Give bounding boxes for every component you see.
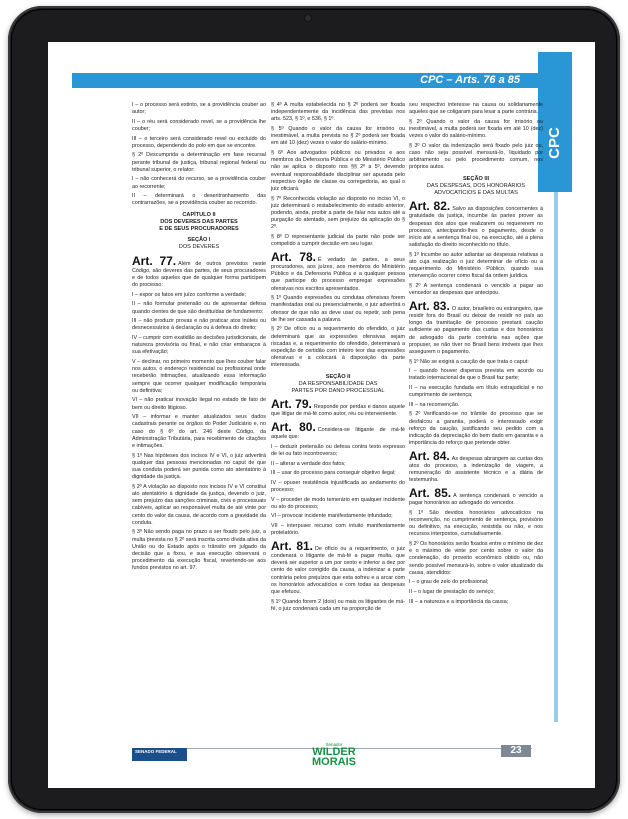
article-number: Art. 83. (409, 298, 450, 313)
article-number: Art. 81. (271, 538, 313, 553)
article-number: Art. 84. (409, 448, 450, 463)
article-text: É vedado às partes, a seus procuradores, aos juízes, aos membros do Ministério Público e da Defensoria Pública e a qualquer pessoa que participe do processo empregar expressões ofensivas nos escritos apresentados. (271, 256, 405, 292)
article-number: Art. 78. (271, 249, 317, 264)
article (409, 450, 543, 485)
paragraph: § 1º Incumbe ao autor adiantar as despesas relativas a ato cuja realização o juiz determinar de ofício ou a requerimento do Ministério Público, quando sua intervenção ocorrer como fiscal da ordem jurídica. (409, 251, 543, 280)
paragraph: § 2º De ofício ou a requerimento do ofendido, o juiz determinará que as expressões ofensivas sejam riscadas e, a requerimento do ofendido, determinará a expedição de certidão com inteiro teor das expressões ofensivas e a colocará à disposição da parte interessada. (271, 326, 405, 369)
article-text: Salvo as disposições concernentes à gratuidade da justiça, incumbe às partes prover as despesas dos atos que realizarem ou requererem no processo, antecipando-lhes o pagamento, desde o início até a sentença final ou, na execução, até a plena satisfação do direito reconhecido no título. (409, 206, 543, 249)
side-tab-label: CPC (546, 127, 563, 159)
article-text: Além de outros previstos neste Código, são deveres das partes, de seus procuradores e de todos aqueles que de qualquer forma participem do processo: (132, 260, 266, 289)
item: V – proceder de modo temerário em qualquer incidente ou ato do processo; (271, 496, 405, 510)
article (271, 398, 405, 418)
paragraph: § 1º São devidos honorários advocatícios na reconvenção, no cumprimento de sentença, provisório ou definitivo, na execução, resistida ou não, e nos recursos interpostos, cumulativamente. (409, 509, 543, 538)
paragraph: § 2º Descumprida a determinação em fase recursal perante tribunal de justiça, tribunal regional federal ou tribunal superior, o relator: (132, 152, 266, 173)
item: III – a natureza e a importância da causa; (409, 598, 509, 605)
tablet-frame (8, 6, 620, 813)
section-number: SEÇÃO I (187, 237, 211, 244)
paragraph: § 6º Aos advogados públicos ou privados e aos membros da Defensoria Pública e do Ministério Público não se aplica o disposto nos §§ 2º a 5º, devendo eventual responsabilidade disciplinar ser apurada pelo respectivo órgão de classe ou corregedoria, ao qual o juiz oficiará. (271, 150, 405, 193)
paragraph: I – não conhecerá do recurso, se a providência couber ao recorrente; (132, 176, 266, 190)
article-text: A sentença condenará o vencido a pagar honorários ao advogado do vencedor. (409, 493, 543, 507)
item: VII – informar e manter atualizados seus dados cadastrais perante os órgãos do Poder Judiciário e, no caso do § 6º do art. 246 deste Código, da Administração Tributária, para recebimento de citações e intimações. (132, 414, 266, 450)
paragraph: § 1º Quando forem 2 (dois) ou mais os litigantes de má-fé, o juiz condenará cada um na proporção de (271, 598, 405, 612)
item: III – usar do processo para conseguir objetivo ilegal; (271, 470, 396, 477)
paragraph: § 3º O valor da indenização será fixado pelo juiz ou, caso não seja possível mensurá-lo, liquidado por arbitramento ou pelo procedimento comum, nos próprios autos. (409, 142, 543, 171)
paragraph: II – o réu será considerado revel, se a providência lhe couber; (132, 118, 266, 132)
paragraph: I – o processo será extinto, se a providência couber ao autor; (132, 102, 266, 116)
item: II – o lugar de prestação do serviço; (409, 589, 495, 596)
paragraph: seu respectivo interesse na causa ou solidariamente aqueles que se coligaram para lesar a parte contrária. (409, 102, 543, 116)
article-number: Art. 79. (271, 397, 312, 412)
item: II – alterar a verdade dos fatos; (271, 460, 346, 467)
page-title: CPC – Arts. 76 a 85 (420, 74, 520, 86)
article-text: Responde por perdas e danos aquele que litigar de má-fé como autor, réu ou interveniente. (271, 404, 405, 418)
article-number: Art. 80. (271, 420, 316, 435)
paragraph: § 5º Quando o valor da causa for irrisório ou inestimável, a multa prevista no § 2º poderá ser fixada em até 10 (dez) vezes o valor do salário-mínimo. (271, 126, 405, 147)
item: III – na reconvenção. (409, 401, 460, 408)
section-title-line: PARTES POR DANO PROCESSUAL (291, 388, 385, 395)
item: VI – provocar incidente manifestamente infundado; (271, 513, 393, 520)
logo-big-text: WILDER MORAIS (312, 746, 356, 768)
section-heading (271, 374, 405, 396)
paragraph: § 2º Verificando-se no trâmite do processo que se desfalcou a garantia, poderá o interessado exigir reforço da caução, justificando seu pedido com a indicação da depreciação do bem dado em garantia e a importância do reforço que pretende obter. (409, 411, 543, 447)
page-number: 23 (501, 745, 531, 757)
article (132, 255, 266, 290)
section-heading (132, 237, 266, 251)
article (271, 251, 405, 293)
item: V – declinar, no primeiro momento que lhes couber falar nos autos, o endereço residencial ou profissional onde receberão intimações, atualizando essa informação sempre que ocorrer qualquer modificação temporária ou definitiva; (132, 359, 266, 394)
article-number: Art. 85. (409, 486, 452, 501)
article-text: O autor, brasileiro ou estrangeiro, que residir fora do Brasil ou deixar de residir no país ao longo da tramitação de processo prestará caução suficiente ao pagamento das custas e dos honorários de advogado da parte contrária nas ações que propuser, se não tiver no Brasil bens imóveis que lhes assegurem o pagamento. (409, 305, 543, 356)
camera-dot (304, 14, 312, 22)
section-heading (409, 176, 543, 198)
paragraph: § 4º A multa estabelecida no § 2º poderá ser fixada independentemente da incidência das previstas nos arts. 523, § 1º, e 536, § 1º. (271, 102, 405, 123)
article (409, 200, 543, 249)
item: I – deduzir pretensão ou defesa contra texto expresso de lei ou fato incontroverso; (271, 443, 405, 458)
article (409, 487, 543, 507)
paragraph: § 3º Não sendo paga no prazo a ser fixado pelo juiz, a multa prevista no § 2º será inscrita como dívida ativa da União ou do Estado após o trânsito em julgado da decisão que a fixou, e sua execução observará o procedimento da execução fiscal, revertendo-se aos fundos previstos no art. 97. (132, 529, 266, 572)
item: II – não formular pretensão ou de apresentar defesa quando cientes de que são destituídas de fundamento; (132, 301, 266, 315)
chapter-number: CAPÍTULO II (182, 211, 216, 218)
side-stripe (554, 192, 558, 722)
article-text: De ofício ou a requerimento, o juiz condenará o litigante de má-fé a pagar multa, que deverá ser superior a um por cento e inferior a dez por cento do valor corrigido da causa, a indenizar a parte contrária pelos prejuízos que esta sofreu e a arcar com os honorários advocatícios e com todas as despesas que efetuou. (271, 545, 405, 596)
item: II – na execução fundada em título extrajudicial e no cumprimento de sentença; (409, 385, 543, 399)
section-number: SEÇÃO II (325, 373, 351, 380)
logo-small-text: Senador (325, 742, 343, 747)
article-text: Considera-se litigante de má-fé aquele que: (271, 427, 405, 441)
wilder-morais-logo (303, 742, 365, 767)
paragraph: § 1º Nas hipóteses dos incisos IV e VI, o juiz advertirá qualquer das pessoas mencionadas no caput de que sua conduta poderá ser punida como ato atentatório à dignidade da justiça. (132, 452, 266, 481)
section-number: SEÇÃO III (462, 175, 490, 182)
paragraph: § 2º A sentença condenará o vencido a pagar ao vencedor as despesas que antecipou. (409, 283, 543, 297)
paragraph: § 2º Os honorários serão fixados entre o mínimo de dez e o máximo de vinte por cento sobre o valor da condenação, do proveito econômico obtido ou, não sendo possível mensurá-lo, sobre o valor atualizado da causa, atendidos: (409, 541, 543, 576)
paragraph: § 8º O representante judicial da parte não pode ser compelido a cumprir decisão em seu lugar. (271, 234, 405, 248)
item: VII – interpuser recurso com intuito manifestamente protelatório. (271, 523, 405, 537)
article (271, 540, 405, 596)
article-text: As despesas abrangem as custas dos atos do processo, a indenização de viagem, a remuneração do assistente técnico e a diária de testemunha. (409, 455, 543, 484)
text-column-2 (271, 102, 405, 742)
section-title: DOS DEVERES (178, 244, 220, 251)
text-column-1 (132, 102, 266, 742)
paragraph: § 1º Quando expressões ou condutas ofensivas forem manifestadas oral ou presencialmente, o juiz advertirá o ofensor de que não as deve usar ou repetir, sob pena de lhe ser cassada a palavra. (271, 295, 405, 323)
text-column-3 (409, 102, 543, 742)
section-title-line: DA RESPONSABILIDADE DAS (298, 380, 378, 387)
chapter-title-line: DOS DEVERES DAS PARTES (160, 218, 238, 225)
item: I – quando houver dispensa prevista em acordo ou tratado internacional de que o Brasil faz parte; (409, 368, 543, 382)
article (409, 300, 543, 356)
item: IV – cumprir com exatidão as decisões jurisdicionais, de natureza provisória ou final, e não criar embaraços à sua efetivação; (132, 335, 266, 356)
article-number: Art. 82. (409, 199, 451, 214)
paragraph: § 2º A violação ao disposto nos incisos IV e VI constitui ato atentatório à dignidade da justiça, devendo o juiz, sem prejuízo das sanções criminais, civis e processuais cabíveis, aplicar ao responsável multa de até vinte por cento do valor da causa, de acordo com a gravidade da conduta. (132, 483, 266, 526)
chapter-title-line: E DE SEUS PROCURADORES (159, 226, 239, 232)
article-number: Art. 77. (132, 253, 177, 268)
article (271, 421, 405, 441)
item: IV – opuser resistência injustificada ao andamento do processo; (271, 479, 405, 494)
item: I – o grau de zelo do profissional; (409, 579, 489, 586)
section-title-line: DAS DESPESAS, DOS HONORÁRIOS (426, 182, 526, 189)
item: I – expor os fatos em juízo conforme a verdade; (132, 291, 247, 298)
senado-logo: SENADO FEDERAL (132, 748, 187, 761)
paragraph: § 2º Quando o valor da causa for irrisório ou inestimável, a multa poderá ser fixada em até 10 (dez) vezes o valor do salário-mínimo. (409, 118, 543, 140)
paragraph: III – o terceiro será considerado revel ou excluído do processo, dependendo do polo em que se encontre. (132, 135, 266, 149)
paragraph: II – determinará o desentranhamento das contrarrazões, se a providência couber ao recorrido. (132, 193, 266, 207)
paragraph: § 1º Não se exigirá a caução de que trata o caput: (409, 358, 529, 365)
item: VI – não praticar inovação ilegal no estado de fato de bem ou direito litigioso. (132, 397, 266, 411)
paragraph: § 7º Reconhecida violação ao disposto no inciso VI, o juiz determinará o restabelecimento do estado anterior, podendo, ainda, proibir a parte de falar nos autos até a purgação do atentado, sem prejuízo da aplicação do § 2º. (271, 195, 405, 231)
chapter-heading (132, 212, 266, 234)
section-title-line: ADVOCATÍCIOS E DAS MULTAS (434, 190, 518, 197)
page-screen[interactable] (48, 42, 595, 788)
item: III – não produzir provas e não praticar atos inúteis ou desnecessários à declaração ou à defesa do direito; (132, 318, 266, 332)
